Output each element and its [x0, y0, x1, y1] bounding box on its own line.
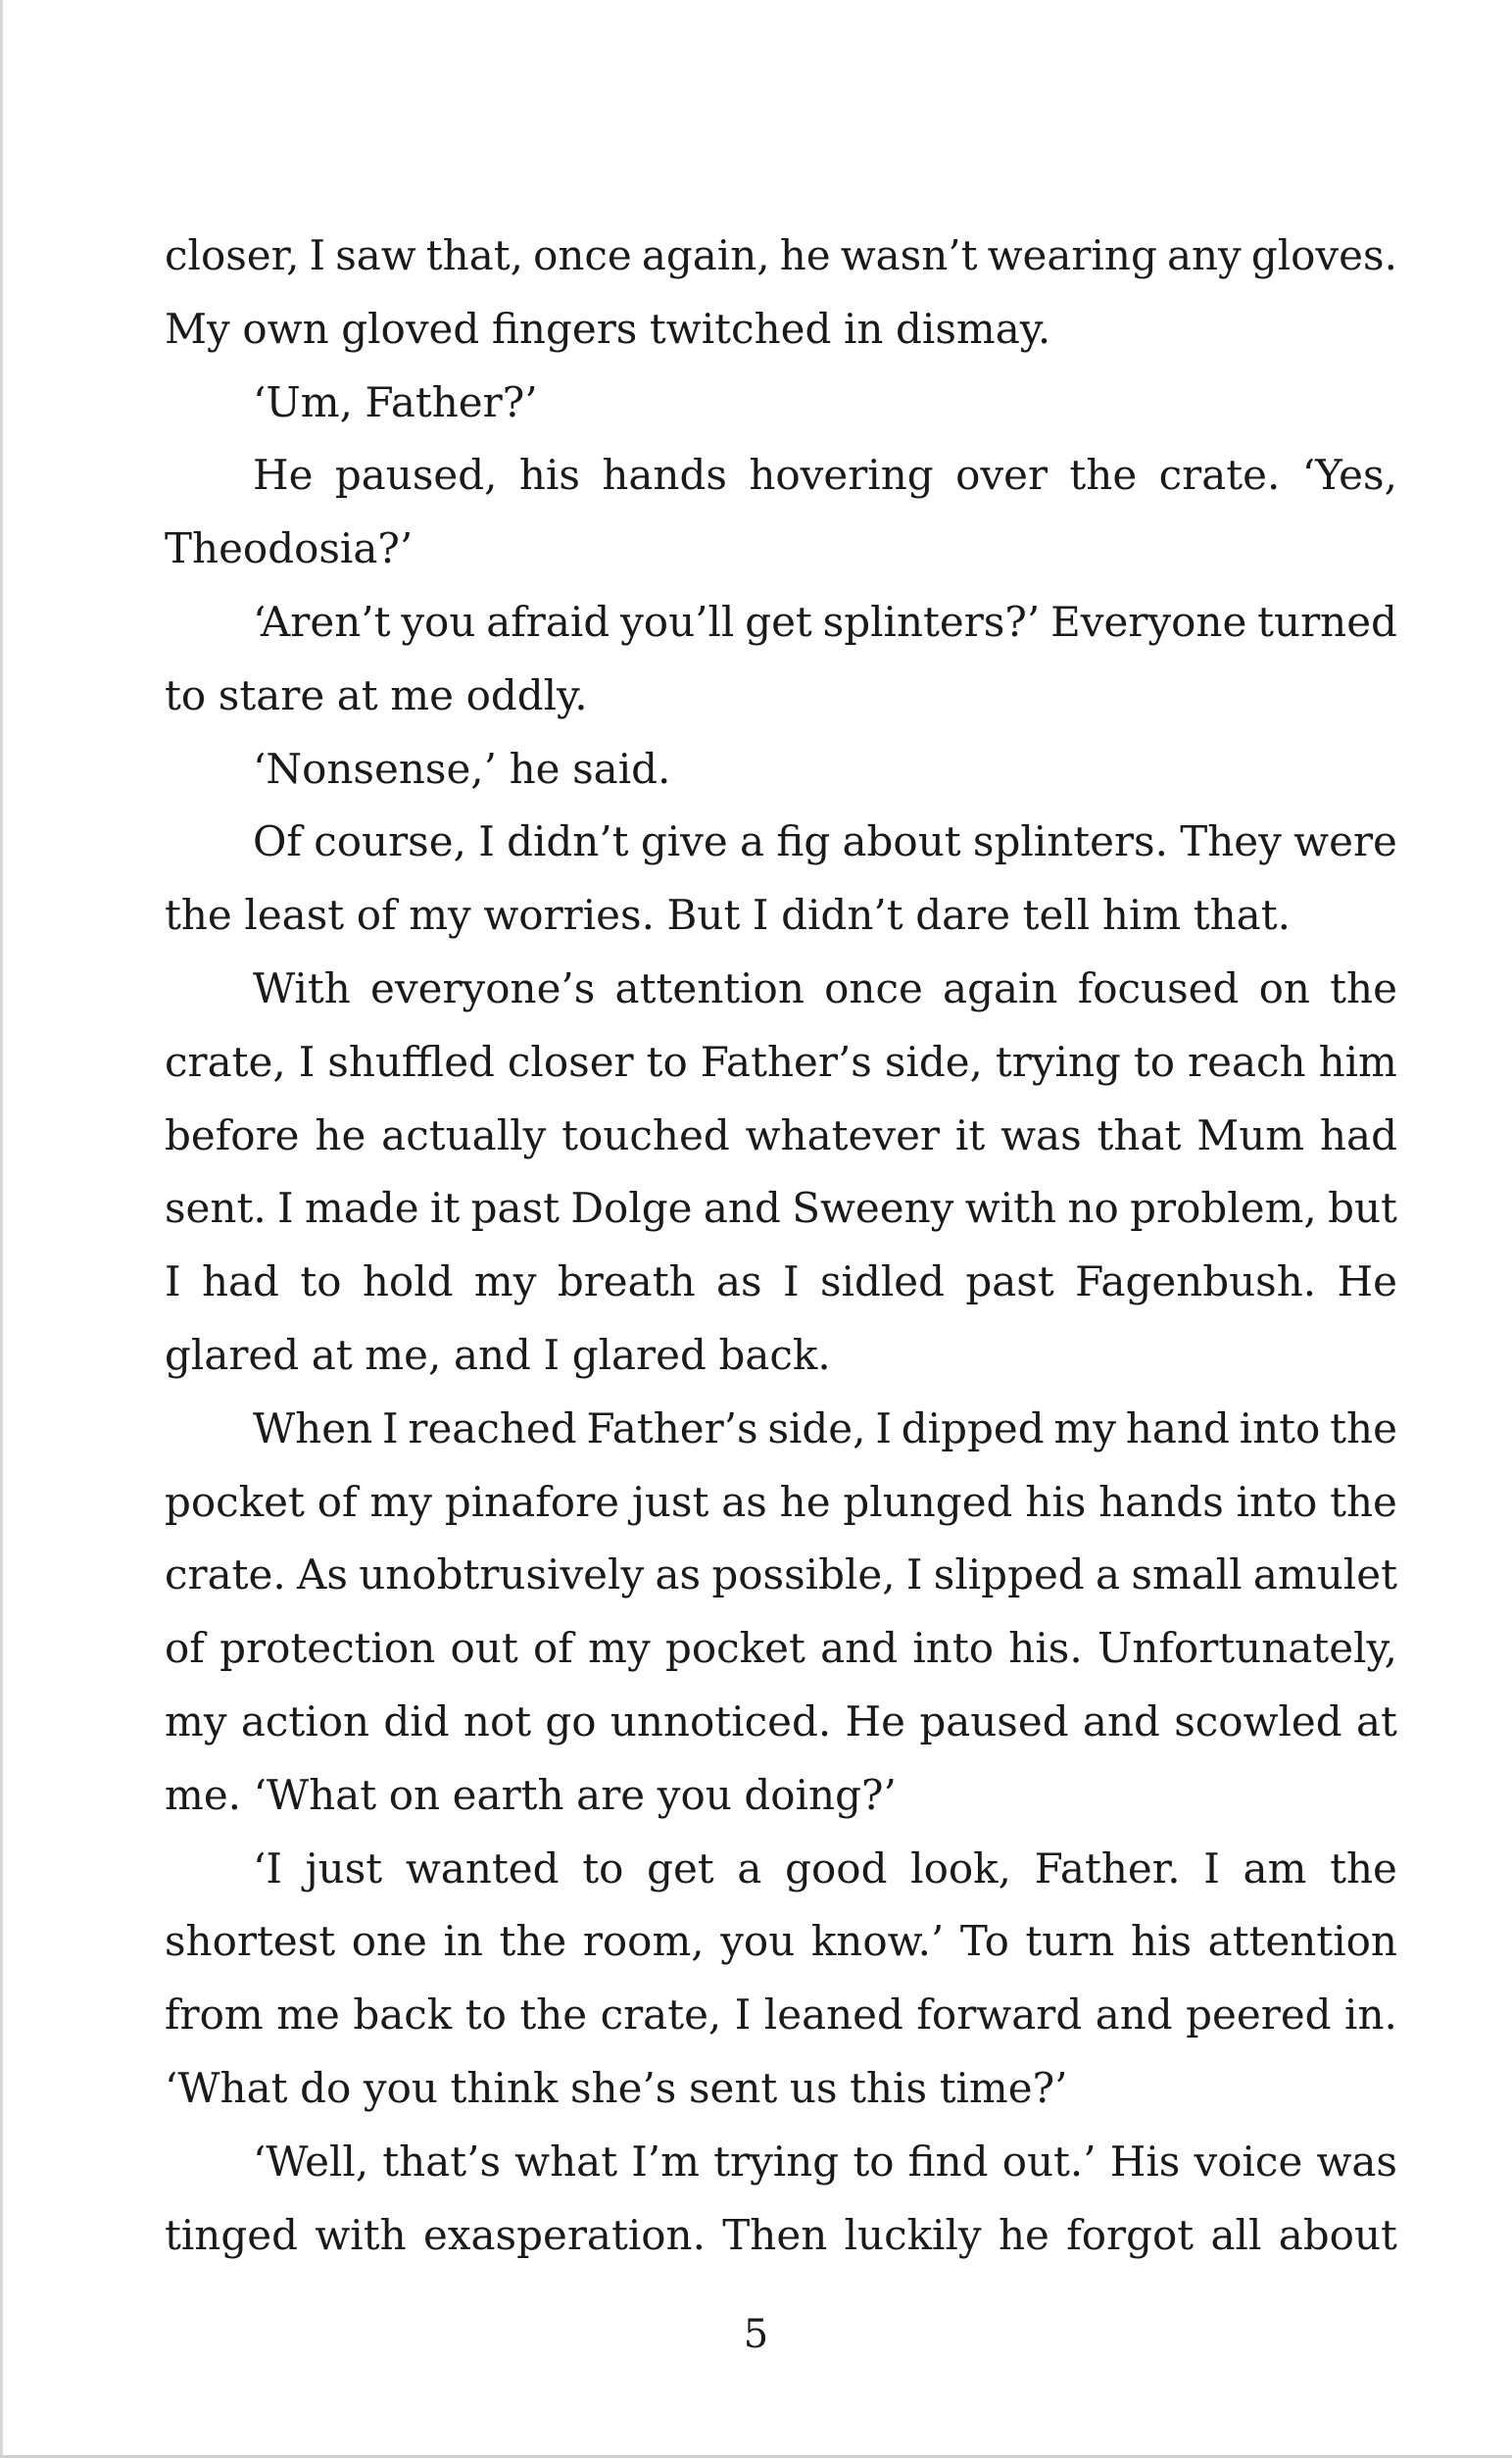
word: ‘What: [165, 2063, 288, 2112]
word: action: [240, 1696, 370, 1745]
word: scowled: [1174, 1696, 1342, 1745]
word: splinters?’: [822, 597, 1041, 646]
word: and: [1095, 1991, 1173, 2040]
word: past: [470, 1184, 560, 1233]
word: attention: [1207, 1917, 1397, 1966]
word: had: [1320, 1110, 1397, 1159]
word: small: [1131, 1550, 1243, 1599]
text-line: [165, 660, 1397, 733]
word: give: [640, 817, 728, 866]
text-line: [165, 733, 1397, 807]
word: to: [464, 1991, 507, 2040]
word: into: [1236, 1477, 1318, 1526]
word: I: [543, 1330, 561, 1379]
word: closer,: [165, 231, 300, 279]
word: He: [1337, 1257, 1397, 1306]
word: glared: [165, 1330, 300, 1379]
word: splinters.: [972, 817, 1168, 866]
word: find: [907, 2137, 989, 2186]
word: dipped: [901, 1403, 1045, 1452]
word: whatever: [745, 1110, 941, 1159]
word: in: [843, 304, 884, 353]
word: forgot: [1066, 2210, 1195, 2259]
word: gloved: [341, 304, 480, 353]
text-line: [165, 293, 1397, 367]
word: breath: [557, 1257, 696, 1306]
word: the: [1330, 1403, 1397, 1452]
word: about: [842, 817, 961, 866]
word: me: [390, 670, 454, 719]
word: I: [734, 1991, 752, 2040]
word: ‘What: [253, 1770, 377, 1819]
word: not: [463, 1696, 532, 1745]
word: paused: [919, 1696, 1069, 1745]
word: in: [443, 1917, 483, 1966]
word: any: [1166, 231, 1242, 279]
text-line: [165, 367, 1397, 440]
word: My: [165, 304, 230, 353]
word: get: [647, 1844, 714, 1893]
word: leaned: [763, 1991, 903, 2040]
word: earth: [452, 1770, 564, 1819]
word: fingers: [491, 304, 638, 353]
word: just: [631, 1477, 709, 1526]
text-line: [165, 806, 1397, 879]
word: over: [955, 451, 1049, 500]
body-text: [165, 220, 1397, 2272]
word: he: [779, 231, 831, 279]
word: With: [253, 963, 351, 1012]
word: To: [959, 1917, 1009, 1966]
word: you: [657, 1770, 732, 1819]
word: am: [1243, 1844, 1307, 1893]
word: a: [1095, 1550, 1121, 1599]
word: made: [305, 1184, 419, 1233]
word: you: [401, 597, 476, 646]
text-line: [165, 1759, 1397, 1833]
word: in.: [1344, 1991, 1397, 2040]
word: look,: [910, 1844, 1011, 1893]
word: paused,: [334, 451, 498, 500]
word: what: [514, 2137, 618, 2186]
word: saw: [335, 231, 416, 279]
word: once: [533, 231, 632, 279]
word: was: [1000, 1110, 1082, 1159]
word: go: [545, 1696, 597, 1745]
word: and: [703, 1184, 781, 1233]
word: was: [1316, 2137, 1397, 2186]
word: he: [509, 744, 561, 793]
word: of: [165, 1624, 205, 1673]
word: he: [998, 2210, 1049, 2259]
word: at: [336, 670, 378, 719]
word: I: [165, 1257, 181, 1306]
word: plunged: [843, 1477, 1013, 1526]
word: wasn’t: [840, 231, 978, 279]
word: my: [165, 1696, 227, 1745]
word: me.: [165, 1770, 242, 1819]
word: I: [298, 1037, 316, 1086]
word: peered: [1186, 1991, 1332, 2040]
word: his: [1025, 1477, 1087, 1526]
word: gloves.: [1250, 231, 1397, 279]
word: protection: [219, 1624, 436, 1673]
word: to: [300, 1257, 342, 1306]
word: that’s: [382, 2137, 502, 2186]
word: good: [785, 1844, 888, 1893]
word: pinafore: [444, 1477, 619, 1526]
word: back: [353, 1991, 453, 2040]
word: hovering: [749, 451, 934, 500]
word: ‘Well,: [253, 2137, 369, 2186]
word: turn: [1025, 1917, 1115, 1966]
word: Fagenbush.: [1075, 1257, 1317, 1306]
text-line: [165, 1905, 1397, 1979]
word: Of: [253, 817, 302, 866]
word: to: [582, 1844, 624, 1893]
word: crate,: [165, 1037, 286, 1086]
word: this: [850, 2063, 928, 2112]
word: once: [824, 963, 923, 1012]
word: stare: [218, 670, 325, 719]
word: Everyone: [1050, 597, 1247, 646]
word: as: [721, 1477, 767, 1526]
word: crate.: [165, 1550, 286, 1599]
word: to: [646, 1037, 688, 1086]
word: sent.: [165, 1184, 267, 1233]
word: my: [1053, 1403, 1116, 1452]
word: tell: [1022, 891, 1091, 940]
word: ‘I: [253, 1844, 282, 1893]
text-line: [165, 439, 1397, 513]
word: he: [779, 1477, 831, 1526]
word: a: [740, 817, 765, 866]
word: slipped: [933, 1550, 1085, 1599]
word: a: [737, 1844, 762, 1893]
word: of: [317, 1477, 358, 1526]
word: Father?’: [365, 377, 538, 426]
word: the: [1330, 963, 1397, 1012]
text-line: [165, 2126, 1397, 2199]
word: again: [943, 963, 1058, 1012]
word: least: [244, 891, 345, 940]
word: the: [1330, 1477, 1397, 1526]
word: us: [789, 2063, 838, 2112]
text-line: [165, 513, 1397, 586]
word: with: [964, 1184, 1057, 1233]
word: Dolge: [570, 1184, 693, 1233]
page-edge-left: [0, 0, 3, 2458]
word: on: [388, 1770, 441, 1819]
word: glared: [571, 1330, 707, 1379]
word: about: [1278, 2210, 1397, 2259]
word: into: [912, 1624, 995, 1673]
word: wearing: [987, 231, 1157, 279]
word: his.: [1008, 1624, 1083, 1673]
word: I: [1203, 1844, 1220, 1893]
text-line: [165, 2199, 1397, 2273]
word: Sweeny: [792, 1184, 954, 1233]
word: just: [305, 1844, 383, 1893]
word: I’m: [631, 2137, 700, 2186]
word: sidled: [819, 1257, 945, 1306]
word: course,: [314, 817, 466, 866]
word: focused: [1077, 963, 1240, 1012]
word: Mum: [1196, 1110, 1305, 1159]
word: had: [201, 1257, 279, 1306]
word: turned: [1257, 597, 1397, 646]
word: reached: [408, 1403, 577, 1452]
word: that.: [1193, 891, 1291, 940]
word: Father.: [1034, 1844, 1181, 1893]
word: to: [165, 670, 207, 719]
word: and: [820, 1624, 899, 1673]
word: with: [315, 2210, 407, 2259]
word: crate,: [600, 1991, 722, 2040]
word: Father’s: [700, 1037, 872, 1086]
text-line: [165, 1612, 1397, 1686]
word: attention: [614, 963, 805, 1012]
word: are: [576, 1770, 646, 1819]
word: I: [752, 891, 769, 940]
text-line: [165, 1172, 1397, 1246]
word: hand: [1125, 1403, 1230, 1452]
word: his: [518, 451, 580, 500]
word: possible,: [711, 1550, 896, 1599]
word: into: [1239, 1403, 1321, 1452]
word: and: [453, 1330, 531, 1379]
word: Father’s: [586, 1403, 758, 1452]
word: luckily: [844, 2210, 982, 2259]
word: dare: [915, 891, 1011, 940]
word: But: [666, 891, 741, 940]
word: before: [165, 1110, 300, 1159]
page-number: 5: [743, 2312, 769, 2357]
word: she’s: [570, 2063, 677, 2112]
word: dismay.: [896, 304, 1051, 353]
word: it: [429, 1184, 461, 1233]
word: it: [954, 1110, 986, 1159]
word: and: [1082, 1696, 1160, 1745]
word: that: [1097, 1110, 1182, 1159]
text-line: [165, 1246, 1397, 1319]
word: my: [588, 1624, 651, 1673]
word: pocket: [165, 1477, 305, 1526]
word: on: [1258, 963, 1310, 1012]
word: one: [351, 1917, 427, 1966]
text-line: [165, 1466, 1397, 1540]
word: oddly.: [465, 670, 588, 719]
word: crate.: [1158, 451, 1281, 500]
text-line: [165, 953, 1397, 1026]
word: to: [853, 2137, 895, 2186]
word: out: [450, 1624, 518, 1673]
word: of: [533, 1624, 573, 1673]
word: my: [409, 891, 471, 940]
word: I: [381, 1403, 399, 1452]
word: he: [315, 1110, 366, 1159]
word: him: [1101, 891, 1182, 940]
word: He: [253, 451, 314, 500]
word: from: [165, 1991, 264, 2040]
word: get: [745, 597, 812, 646]
word: as: [716, 1257, 762, 1306]
word: past: [965, 1257, 1054, 1306]
word: my: [473, 1257, 537, 1306]
word: wanted: [405, 1844, 560, 1893]
word: ‘Um,: [253, 377, 353, 426]
word: trying: [995, 1037, 1121, 1086]
word: the: [519, 1991, 588, 2040]
word: didn’t: [781, 891, 903, 940]
word: hold: [362, 1257, 454, 1306]
word: but: [1328, 1184, 1397, 1233]
word: do: [300, 2063, 352, 2112]
word: out.’: [1001, 2137, 1097, 2186]
word: sent: [688, 2063, 778, 2112]
text-line: [165, 220, 1397, 293]
word: His: [1109, 2137, 1181, 2186]
word: at: [1355, 1696, 1397, 1745]
word: I: [277, 1184, 294, 1233]
text-line: [165, 1100, 1397, 1173]
text-line: [165, 1539, 1397, 1612]
word: hands: [602, 451, 727, 500]
word: touched: [561, 1110, 730, 1159]
word: his: [1131, 1917, 1193, 1966]
word: me,: [365, 1330, 442, 1379]
word: to: [1133, 1037, 1176, 1086]
word: They: [1180, 817, 1282, 866]
word: my: [369, 1477, 432, 1526]
word: the: [1069, 451, 1138, 500]
word: you: [720, 1917, 796, 1966]
word: I: [478, 817, 495, 866]
word: the: [499, 1917, 567, 1966]
word: closer: [507, 1037, 634, 1086]
word: were: [1293, 817, 1397, 866]
word: ‘Aren’t: [253, 597, 391, 646]
word: back.: [718, 1330, 831, 1379]
word: exasperation.: [422, 2210, 706, 2259]
word: room,: [582, 1917, 705, 1966]
word: Unfortunately,: [1097, 1624, 1397, 1673]
word: forward: [916, 1991, 1083, 2040]
text-line: [165, 1393, 1397, 1466]
word: I: [875, 1403, 892, 1452]
word: shuffled: [327, 1037, 495, 1086]
text-line: [165, 1319, 1397, 1393]
text-line: [165, 1686, 1397, 1759]
word: the: [165, 891, 232, 940]
word: all: [1210, 2210, 1262, 2259]
word: own: [242, 304, 329, 353]
word: I: [782, 1257, 800, 1306]
word: fig: [776, 817, 831, 866]
text-line: [165, 586, 1397, 660]
word: the: [1330, 1844, 1397, 1893]
word: afraid: [486, 597, 610, 646]
text-line: [165, 1979, 1397, 2052]
word: hands: [1098, 1477, 1224, 1526]
word: problem,: [1130, 1184, 1317, 1233]
word: reach: [1188, 1037, 1306, 1086]
word: of: [356, 891, 397, 940]
word: worries.: [483, 891, 655, 940]
word: tinged: [165, 2210, 298, 2259]
text-line: [165, 1026, 1397, 1100]
word: Then: [722, 2210, 828, 2259]
word: didn’t: [507, 817, 629, 866]
word: Theodosia?’: [165, 524, 414, 573]
text-line: [165, 879, 1397, 953]
word: trying: [713, 2137, 840, 2186]
word: He: [845, 1696, 906, 1745]
word: side,: [767, 1403, 866, 1452]
word: actually: [381, 1110, 547, 1159]
word: know.’: [810, 1917, 945, 1966]
word: time?’: [939, 2063, 1068, 2112]
word: him: [1318, 1037, 1397, 1086]
word: think: [450, 2063, 559, 2112]
word: twitched: [649, 304, 832, 353]
word: As: [297, 1550, 348, 1599]
word: did: [383, 1696, 450, 1745]
word: me: [276, 1991, 340, 2040]
word: that,: [425, 231, 523, 279]
word: you: [363, 2063, 438, 2112]
word: ‘Yes,: [1301, 451, 1397, 500]
word: everyone’s: [370, 963, 596, 1012]
word: amulet: [1252, 1550, 1397, 1599]
word: When: [253, 1403, 373, 1452]
word: at: [311, 1330, 353, 1379]
text-line: [165, 2052, 1397, 2126]
word: unobtrusively: [359, 1550, 645, 1599]
word: shortest: [165, 1917, 336, 1966]
word: I: [905, 1550, 923, 1599]
word: side,: [884, 1037, 983, 1086]
word: I: [309, 231, 326, 279]
word: doing?’: [744, 1770, 897, 1819]
word: pocket: [664, 1624, 805, 1673]
word: you’ll: [620, 597, 735, 646]
word: said.: [572, 744, 671, 793]
word: again,: [641, 231, 770, 279]
text-line: [165, 1833, 1397, 1906]
word: unnoticed.: [610, 1696, 832, 1745]
word: ‘Nonsense,’: [253, 744, 498, 793]
word: no: [1067, 1184, 1119, 1233]
word: voice: [1194, 2137, 1303, 2186]
word: as: [655, 1550, 702, 1599]
